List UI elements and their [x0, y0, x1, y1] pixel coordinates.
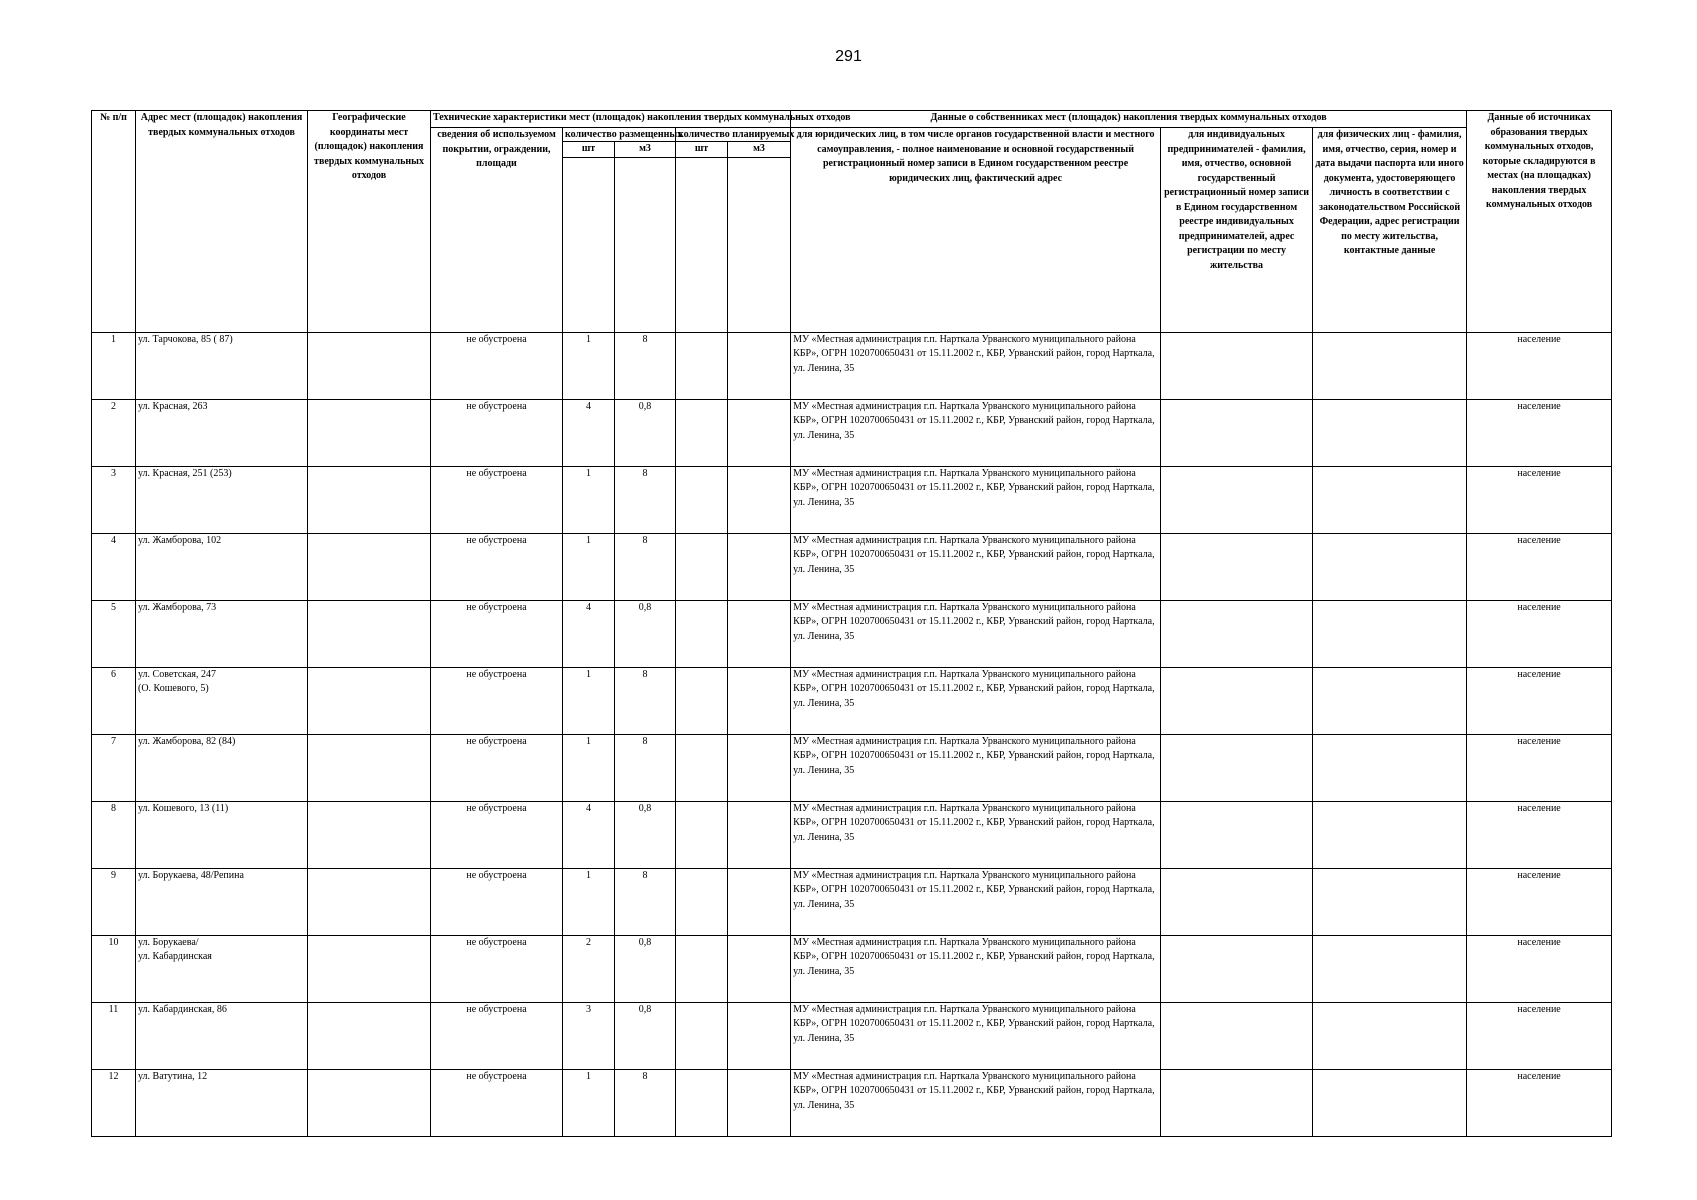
row-qty-sht: 1 [563, 332, 615, 399]
row-owner-legal: МУ «Местная администрация г.п. Нарткала Урванского муниципального района КБР», ОГРН 1020700650431 от 15.11.2002 г., КБР, Урванский район, город Нарткала, ул. Ленина, 35 [791, 801, 1161, 868]
row-qty-m3: 0,8 [615, 1002, 676, 1069]
row-owner-ip [1161, 399, 1313, 466]
row-num: 12 [92, 1069, 136, 1136]
row-source: население [1467, 1002, 1612, 1069]
row-address: ул. Жамборова, 102 [136, 533, 308, 600]
table-row [92, 533, 1612, 600]
row-owner-legal: МУ «Местная администрация г.п. Нарткала Урванского муниципального района КБР», ОГРН 1020700650431 от 15.11.2002 г., КБР, Урванский район, город Нарткала, ул. Ленина, 35 [791, 1002, 1161, 1069]
row-source: население [1467, 466, 1612, 533]
row-qty-sht: 3 [563, 1002, 615, 1069]
row-source: население [1467, 734, 1612, 801]
row-address: ул. Жамборова, 82 (84) [136, 734, 308, 801]
row-qty-m3: 8 [615, 868, 676, 935]
row-cover: не обустроена [431, 667, 563, 734]
row-address: ул. Борукаева, 48/Репина [136, 868, 308, 935]
row-source: население [1467, 801, 1612, 868]
row-cover: не обустроена [431, 935, 563, 1002]
row-planned-m3 [728, 801, 791, 868]
row-geo [308, 1002, 431, 1069]
row-planned-m3 [728, 399, 791, 466]
row-source: население [1467, 1069, 1612, 1136]
row-geo [308, 801, 431, 868]
row-qty-sht: 1 [563, 533, 615, 600]
row-owner-ip [1161, 734, 1313, 801]
header-tech-qty-planned [676, 128, 795, 142]
row-planned-sht [676, 868, 728, 935]
row-planned-m3 [728, 466, 791, 533]
row-owner-ip [1161, 868, 1313, 935]
row-planned-m3 [728, 1002, 791, 1069]
row-qty-m3: 0,8 [615, 399, 676, 466]
row-owner-phys [1313, 399, 1467, 466]
row-qty-sht: 2 [563, 935, 615, 1002]
row-num: 1 [92, 332, 136, 399]
header-unit-m3-1: м3 [615, 142, 676, 158]
row-owner-legal: МУ «Местная администрация г.п. Нарткала Урванского муниципального района КБР», ОГРН 1020700650431 от 15.11.2002 г., КБР, Урванский район, город Нарткала, ул. Ленина, 35 [791, 1069, 1161, 1136]
row-qty-m3: 8 [615, 667, 676, 734]
row-owner-legal: МУ «Местная администрация г.п. Нарткала Урванского муниципального района КБР», ОГРН 1020700650431 от 15.11.2002 г., КБР, Урванский район, город Нарткала, ул. Ленина, 35 [791, 935, 1161, 1002]
table-row [92, 868, 1612, 935]
row-owner-legal: МУ «Местная администрация г.п. Нарткала Урванского муниципального района КБР», ОГРН 1020700650431 от 15.11.2002 г., КБР, Урванский район, город Нарткала, ул. Ленина, 35 [791, 399, 1161, 466]
header-sources: Данные об источниках образования твердых коммунальных отходов, которые складируются в местах (на площадках) накопления твердых коммунальных отходов [1467, 111, 1612, 333]
table-row [92, 935, 1612, 1002]
row-planned-m3 [728, 1069, 791, 1136]
row-cover: не обустроена [431, 1069, 563, 1136]
row-qty-m3: 0,8 [615, 935, 676, 1002]
row-address: ул. Борукаева/ ул. Кабардинская [136, 935, 308, 1002]
row-address: ул. Красная, 251 (253) [136, 466, 308, 533]
row-cover: не обустроена [431, 399, 563, 466]
row-planned-sht [676, 466, 728, 533]
row-owner-legal: МУ «Местная администрация г.п. Нарткала Урванского муниципального района КБР», ОГРН 1020700650431 от 15.11.2002 г., КБР, Урванский район, город Нарткала, ул. Ленина, 35 [791, 533, 1161, 600]
row-address: ул. Жамборова, 73 [136, 600, 308, 667]
table-row [92, 600, 1612, 667]
row-qty-m3: 0,8 [615, 801, 676, 868]
row-planned-m3 [728, 533, 791, 600]
header-tech-qty-placed [563, 128, 683, 142]
table-row [92, 399, 1612, 466]
row-owner-phys [1313, 332, 1467, 399]
row-qty-sht: 1 [563, 734, 615, 801]
header-unit-sht-2: шт [676, 142, 728, 158]
row-planned-m3 [728, 332, 791, 399]
row-planned-sht [676, 533, 728, 600]
row-owner-ip [1161, 466, 1313, 533]
table-row [92, 667, 1612, 734]
row-address: ул. Ватутина, 12 [136, 1069, 308, 1136]
row-source: население [1467, 868, 1612, 935]
header-tech-cover: сведения об используемом покрытии, ограждении, площади [431, 128, 563, 333]
row-owner-phys [1313, 1002, 1467, 1069]
row-num: 8 [92, 801, 136, 868]
row-qty-m3: 0,8 [615, 600, 676, 667]
row-planned-sht [676, 600, 728, 667]
row-num: 5 [92, 600, 136, 667]
row-owner-phys [1313, 734, 1467, 801]
row-owner-legal: МУ «Местная администрация г.п. Нарткала Урванского муниципального района КБР», ОГРН 1020700650431 от 15.11.2002 г., КБР, Урванский район, город Нарткала, ул. Ленина, 35 [791, 667, 1161, 734]
row-owner-legal: МУ «Местная администрация г.п. Нарткала Урванского муниципального района КБР», ОГРН 1020700650431 от 15.11.2002 г., КБР, Урванский район, город Нарткала, ул. Ленина, 35 [791, 332, 1161, 399]
row-planned-sht [676, 1069, 728, 1136]
row-geo [308, 667, 431, 734]
row-owner-ip [1161, 935, 1313, 1002]
header-owners-phys: для физических лиц - фамилия, имя, отчество, серия, номер и дата выдачи паспорта или иного документа, удостоверяющего личность в соответствии с законодательством Российской Федерации, адрес регистрации по месту жительства, контактные данные [1313, 128, 1467, 333]
row-cover: не обустроена [431, 801, 563, 868]
row-geo [308, 533, 431, 600]
header-unit-m3-1-body [615, 157, 676, 332]
row-planned-sht [676, 332, 728, 399]
row-planned-m3 [728, 600, 791, 667]
header-num: № п/п [92, 111, 136, 333]
row-owner-ip [1161, 533, 1313, 600]
row-cover: не обустроена [431, 868, 563, 935]
row-address: ул. Тарчокова, 85 ( 87) [136, 332, 308, 399]
row-qty-m3: 8 [615, 734, 676, 801]
row-cover: не обустроена [431, 600, 563, 667]
header-unit-sht-2-body [676, 157, 728, 332]
row-qty-m3: 8 [615, 533, 676, 600]
row-owner-phys [1313, 868, 1467, 935]
row-cover: не обустроена [431, 466, 563, 533]
row-geo [308, 1069, 431, 1136]
row-source: население [1467, 533, 1612, 600]
row-owner-legal: МУ «Местная администрация г.п. Нарткала Урванского муниципального района КБР», ОГРН 1020700650431 от 15.11.2002 г., КБР, Урванский район, город Нарткала, ул. Ленина, 35 [791, 600, 1161, 667]
header-tech-qty-placed-text: количество размещенных [565, 129, 683, 140]
row-owner-phys [1313, 935, 1467, 1002]
header-unit-sht-1: шт [563, 142, 615, 158]
row-address: ул. Советская, 247 (О. Кошевого, 5) [136, 667, 308, 734]
row-address: ул. Кошевого, 13 (11) [136, 801, 308, 868]
header-unit-sht-1-body [563, 157, 615, 332]
row-geo [308, 399, 431, 466]
table-row [92, 1069, 1612, 1136]
row-qty-sht: 4 [563, 801, 615, 868]
row-owner-phys [1313, 600, 1467, 667]
table-row [92, 1002, 1612, 1069]
row-num: 4 [92, 533, 136, 600]
header-geo: Географические координаты мест (площадок) накопления твердых коммунальных отходов [308, 111, 431, 333]
row-planned-sht [676, 734, 728, 801]
row-owner-phys [1313, 533, 1467, 600]
row-qty-m3: 8 [615, 466, 676, 533]
row-owner-phys [1313, 801, 1467, 868]
row-source: население [1467, 600, 1612, 667]
row-num: 9 [92, 868, 136, 935]
row-owner-legal: МУ «Местная администрация г.п. Нарткала Урванского муниципального района КБР», ОГРН 1020700650431 от 15.11.2002 г., КБР, Урванский район, город Нарткала, ул. Ленина, 35 [791, 466, 1161, 533]
row-planned-m3 [728, 734, 791, 801]
row-cover: не обустроена [431, 1002, 563, 1069]
row-num: 10 [92, 935, 136, 1002]
row-source: население [1467, 935, 1612, 1002]
row-source: население [1467, 332, 1612, 399]
register-rows [92, 332, 1612, 1136]
row-address: ул. Кабардинская, 86 [136, 1002, 308, 1069]
row-planned-sht [676, 801, 728, 868]
header-address: Адрес мест (площадок) накопления твердых коммунальных отходов [136, 111, 308, 333]
table-row [92, 801, 1612, 868]
row-owner-phys [1313, 1069, 1467, 1136]
row-owner-ip [1161, 332, 1313, 399]
row-num: 11 [92, 1002, 136, 1069]
row-geo [308, 332, 431, 399]
row-qty-sht: 1 [563, 667, 615, 734]
row-cover: не обустроена [431, 533, 563, 600]
row-qty-sht: 4 [563, 600, 615, 667]
row-planned-sht [676, 1002, 728, 1069]
row-num: 2 [92, 399, 136, 466]
row-owner-ip [1161, 1002, 1313, 1069]
row-source: население [1467, 399, 1612, 466]
row-owner-ip [1161, 1069, 1313, 1136]
header-owners-legal: для юридических лиц, в том числе органов государственной власти и местного самоуправления, - полное наименование и основной государственный регистрационный номер записи в Едином государственном реестре юридических лиц, фактический адрес [791, 128, 1161, 333]
row-owner-phys [1313, 466, 1467, 533]
header-unit-m3-2-body [728, 157, 791, 332]
row-geo [308, 466, 431, 533]
row-qty-sht: 1 [563, 868, 615, 935]
row-owner-ip [1161, 600, 1313, 667]
row-owner-phys [1313, 667, 1467, 734]
header-owners: Данные о собственниках мест (площадок) накопления твердых коммунальных отходов [791, 111, 1467, 128]
row-planned-m3 [728, 667, 791, 734]
table-row [92, 734, 1612, 801]
header-tech [431, 111, 851, 128]
row-owner-legal: МУ «Местная администрация г.п. Нарткала Урванского муниципального района КБР», ОГРН 1020700650431 от 15.11.2002 г., КБР, Урванский район, город Нарткала, ул. Ленина, 35 [791, 868, 1161, 935]
row-num: 6 [92, 667, 136, 734]
page-number: 291 [835, 48, 862, 65]
row-qty-m3: 8 [615, 1069, 676, 1136]
row-geo [308, 868, 431, 935]
row-owner-legal: МУ «Местная администрация г.п. Нарткала Урванского муниципального района КБР», ОГРН 1020700650431 от 15.11.2002 г., КБР, Урванский район, город Нарткала, ул. Ленина, 35 [791, 734, 1161, 801]
header-tech-text: Технические характеристики мест (площадок) накопления твердых коммунальных отходов [433, 112, 851, 123]
row-num: 3 [92, 466, 136, 533]
table-row [92, 466, 1612, 533]
row-geo [308, 935, 431, 1002]
row-planned-m3 [728, 935, 791, 1002]
row-cover: не обустроена [431, 332, 563, 399]
row-cover: не обустроена [431, 734, 563, 801]
row-owner-ip [1161, 801, 1313, 868]
row-planned-sht [676, 935, 728, 1002]
header-unit-m3-2: м3 [728, 142, 791, 158]
row-qty-sht: 1 [563, 466, 615, 533]
row-geo [308, 734, 431, 801]
row-planned-sht [676, 667, 728, 734]
header-owners-ip: для индивидуальных предпринимателей - фамилия, имя, отчество, основной государственный регистрационный номер записи в Едином государственном реестре индивидуальных предпринимателей, адрес регистрации по месту жительства [1161, 128, 1313, 333]
waste-sites-register-table [91, 110, 1612, 1137]
row-geo [308, 600, 431, 667]
row-qty-m3: 8 [615, 332, 676, 399]
row-source: население [1467, 667, 1612, 734]
row-planned-sht [676, 399, 728, 466]
row-planned-m3 [728, 868, 791, 935]
row-num: 7 [92, 734, 136, 801]
row-owner-ip [1161, 667, 1313, 734]
table-row [92, 332, 1612, 399]
row-address: ул. Красная, 263 [136, 399, 308, 466]
row-qty-sht: 4 [563, 399, 615, 466]
row-qty-sht: 1 [563, 1069, 615, 1136]
header-tech-qty-planned-text: количество планируемых [678, 129, 795, 140]
